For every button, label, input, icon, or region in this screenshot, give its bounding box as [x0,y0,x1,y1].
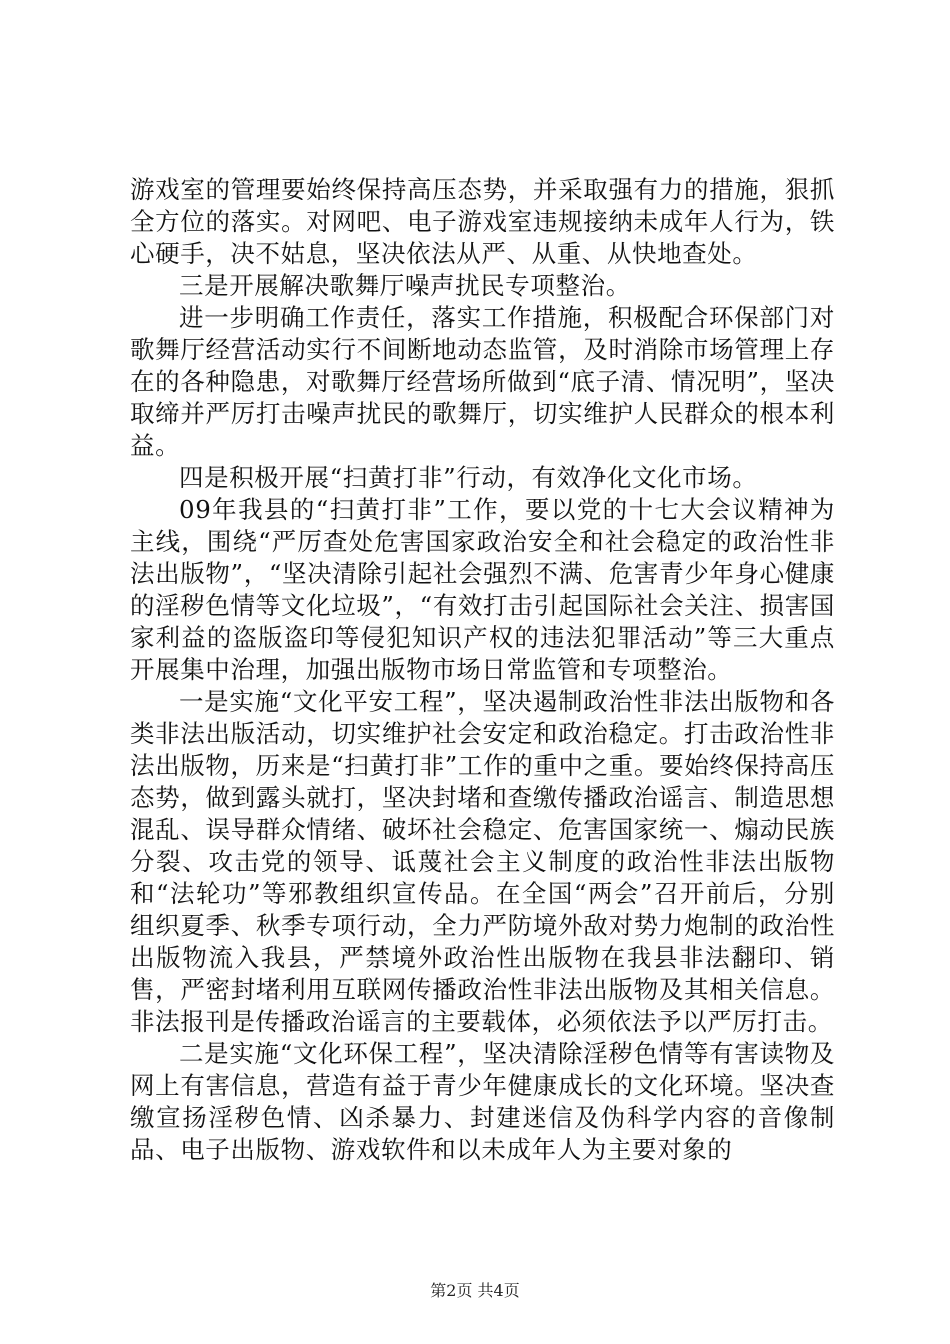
paragraph-continued: 游戏室的管理要始终保持高压态势，并采取强有力的措施，狠抓全方位的落实。对网吧、电子游戏室违规接纳未成年人行为，铁心硬手，决不姑息，坚决依法从严、从重、从快地查处。 [130,175,835,268]
paragraph: 进一步明确工作责任，落实工作措施，积极配合环保部门对歌舞厅经营活动实行不间断地动态监管，及时消除市场管理上存在的各种隐患，对歌舞厅经营场所做到“底子清、情况明”，坚决取缔并严厉打击噪声扰民的歌舞厅，切实维护人民群众的根本利益。 [130,303,835,460]
paragraph: 二是实施“文化环保工程”，坚决清除淫秽色情等有害读物及网上有害信息，营造有益于青少年健康成长的文化环境。坚决查缴宣扬淫秽色情、凶杀暴力、封建迷信及伪科学内容的音像制品、电子出版物、游戏软件和以未成年人为主要对象的 [130,1039,835,1164]
paragraph-heading-3: 三是开展解决歌舞厅噪声扰民专项整治。 [179,271,631,300]
page-footer [0,1281,950,1301]
paragraph: 一是实施“文化平安工程”，坚决遏制政治性非法出版物和各类非法出版活动，切实维护社会安定和政治稳定。打击政治性非法出版物，历来是“扫黄打非”工作的重中之重。要始终保持高压态势，做到露头就打，坚决封堵和查缴传播政治谣言、制造思想混乱、误导群众情绪、破坏社会稳定、危害国家统一、煽动民族分裂、攻击党的领导、诋蔑社会主义制度的政治性非法出版物和“法轮功”等邪教组织宣传品。在全国“两会”召开前后，分别组织夏季、秋季专项行动，全力严防境外敌对势力炮制的政治性出版物流入我县，严禁境外政治性出版物在我县非法翻印、销售，严密封堵利用互联网传播政治性非法出版物及其相关信息。非法报刊是传播政治谣言的主要载体，必须依法予以严厉打击。 [130,687,835,1036]
paragraph: 09年我县的“扫黄打非”工作，要以党的十七大会议精神为主线，围绕“严厉查处危害国家政治安全和社会稳定的政治性非法出版物”，“坚决清除引起社会强烈不满、危害青少年身心健康的淫秽色情等文化垃圾”，“有效打击引起国际社会关注、损害国家利益的盗版盗印等侵犯知识产权的违法犯罪活动”等三大重点开展集中治理，加强出版物市场日常监管和专项整治。 [130,495,835,684]
paragraph-heading-4: 四是积极开展“扫黄打非”行动，有效净化文化市场。 [179,463,758,492]
page-number-label: 第2页 共4页 [430,1281,520,1300]
document-body [130,174,835,1166]
